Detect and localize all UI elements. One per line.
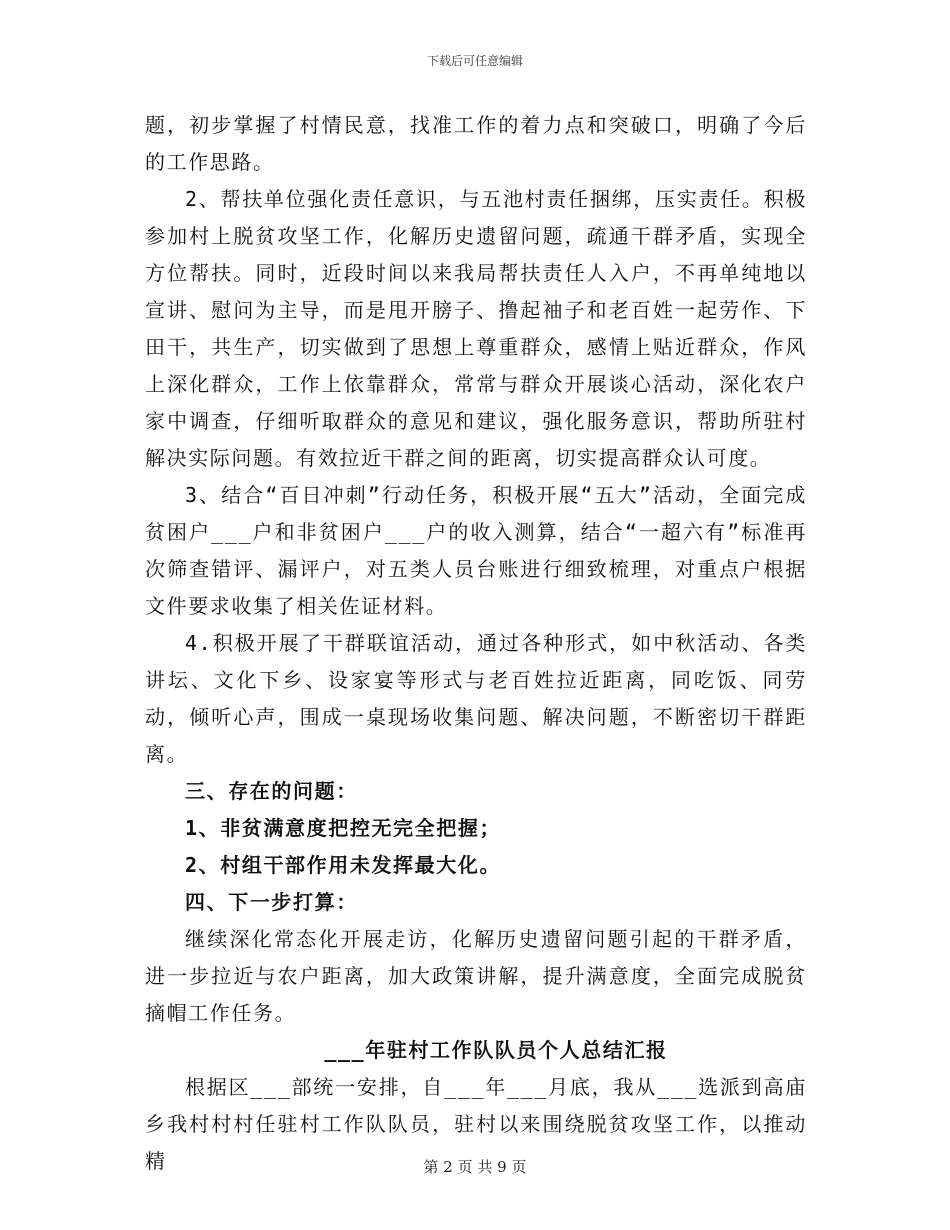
problem-item-2: 2、村组干部作用未发挥最大化。	[185, 853, 502, 877]
report-intro-paragraph: 根据区___部统一安排，自___年___月底，我从___选派到高庙乡我村村村任驻村工作队队员，驻村以来围绕脱贫攻坚工作，以推动精	[145, 1075, 807, 1173]
next-steps-paragraph: 继续深化常态化开展走访，化解历史遗留问题引起的干群矛盾，进一步拉近与农户距离，加大政策讲解，提升满意度，全面完成脱贫摘帽工作任务。	[145, 927, 807, 1025]
document-body	[145, 107, 807, 1180]
section-heading-problems: 三、存在的问题：	[185, 779, 358, 803]
paragraph-item-3: 3、结合“百日冲刺”行动任务，积极开展“五大”活动，全面完成贫困户___户和非贫困户___户的收入测算，结合“一超六有”标准再次筛查错评、漏评户，对五类人员台账进行细致梳理，对重点户根据文件要求收集了相关佐证材料。	[145, 483, 807, 618]
paragraph-item-4: 4.积极开展了干群联谊活动，通过各种形式，如中秋活动、各类讲坛、文化下乡、设家宴等形式与老百姓拉近距离，同吃饭、同劳动，倾听心声，围成一桌现场收集问题、解决问题，不断密切干群距离。	[145, 631, 807, 766]
page-number: 第 2 页 共 9 页	[423, 1158, 527, 1176]
document-title: ___年驻村工作队队员个人总结汇报	[324, 1038, 668, 1062]
section-heading-next-steps: 四、下一步打算：	[185, 890, 358, 914]
paragraph-continuation: 题，初步掌握了村情民意，找准工作的着力点和突破口，明确了今后的工作思路。	[145, 113, 807, 174]
paragraph-item-2: 2、帮扶单位强化责任意识，与五池村责任捆绑，压实责任。积极参加村上脱贫攻坚工作，化解历史遗留问题，疏通干群矛盾，实现全方位帮扶。同时，近段时间以来我局帮扶责任人入户，不再单纯地以宣讲、慰问为主导，而是甩开膀子、撸起袖子和老百姓一起劳作、下田干，共生产，切实做到了思想上尊重群众，感情上贴近群众，作风上深化群众，工作上依靠群众，常常与群众开展谈心活动，深化农户家中调查，仔细听取群众的意见和建议，强化服务意识，帮助所驻村解决实际问题。有效拉近干群之间的距离，切实提高群众认可度。	[145, 187, 807, 470]
page-header-note: 下载后可任意编辑	[426, 54, 523, 68]
problem-item-1: 1、非贫满意度把控无完全把握；	[185, 816, 502, 840]
